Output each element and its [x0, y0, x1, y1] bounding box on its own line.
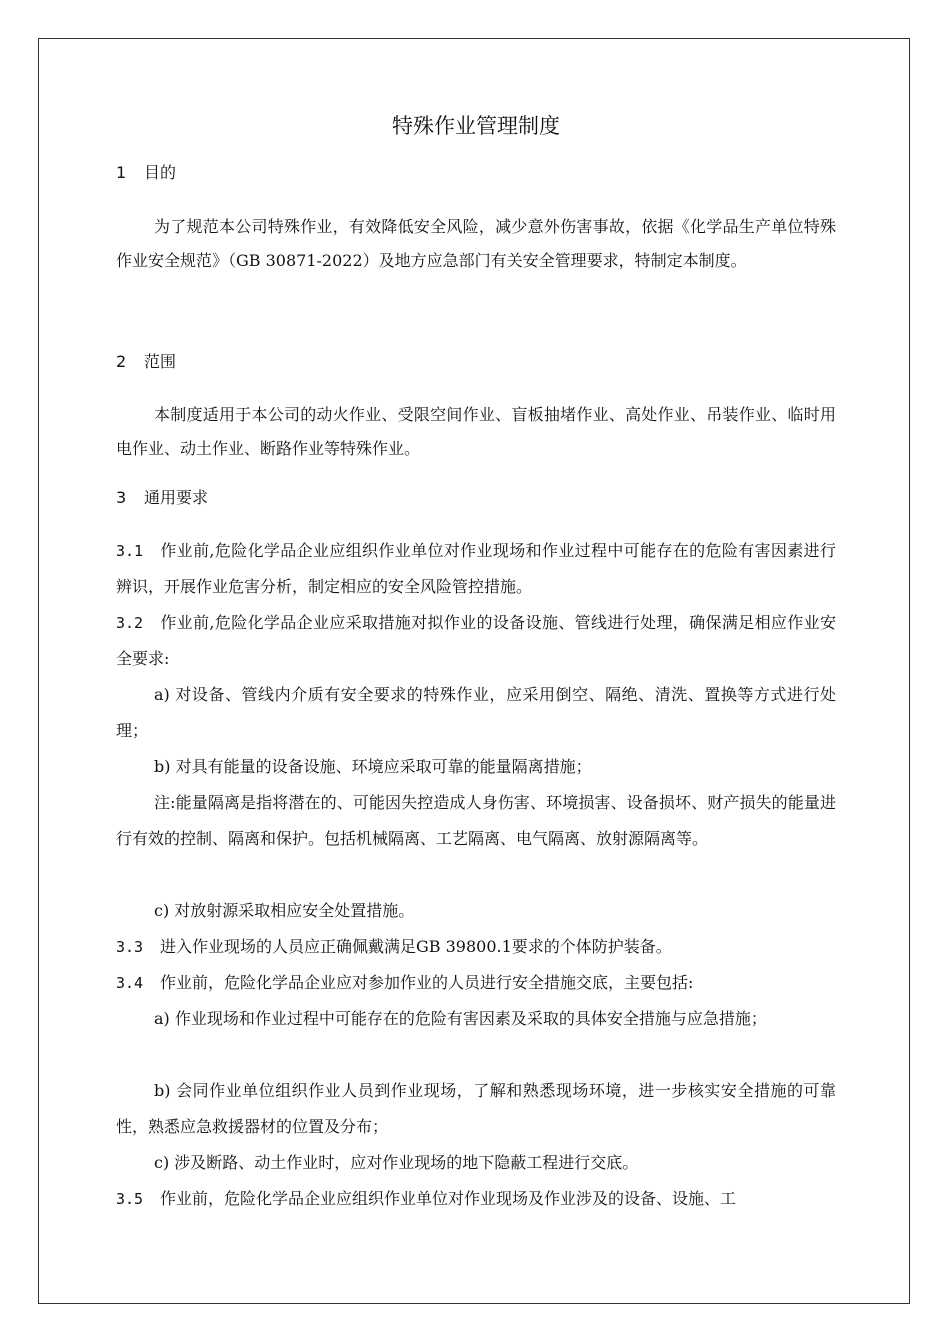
clause-3-3 [116, 929, 836, 965]
clause-number: 3.2 [116, 614, 144, 632]
list-item-a: a) 对设备、管线内介质有安全要求的特殊作业，应采用倒空、隔绝、清洗、置换等方式进行处理； [116, 685, 836, 740]
clause-text: 作业前，危险化学品企业应对参加作业的人员进行安全措施交底，主要包括: [160, 973, 694, 992]
clause-3-2 [116, 605, 836, 677]
list-item-b: b) 会同作业单位组织作业人员到作业现场，了解和熟悉现场环境，进一步核实安全措施的可靠性，熟悉应急救援器材的位置及分布； [116, 1081, 836, 1136]
section-number: 1 [116, 163, 127, 182]
clause-text: 作业前，危险化学品企业应组织作业单位对作业现场及作业涉及的设备、设施、工 [160, 1189, 737, 1208]
list-item-c: c) 涉及断路、动土作业时，应对作业现场的地下隐蔽工程进行交底。 [154, 1153, 639, 1172]
paragraph-scope: 本制度适用于本公司的动火作业、受限空间作业、盲板抽堵作业、高处作业、吊装作业、临时用电作业、动土作业、断路作业等特殊作业。 [116, 405, 836, 458]
list-item-c: c) 对放射源采取相应安全处置措施。 [154, 901, 415, 920]
section-heading-2 [116, 349, 176, 372]
section-heading-1 [116, 160, 176, 183]
clause-text: 进入作业现场的人员应正确佩戴满足GB 39800.1要求的个体防护装备。 [160, 937, 672, 956]
section-number: 2 [116, 352, 127, 371]
section-title: 通用要求 [144, 488, 209, 507]
clause-text: 作业前,危险化学品企业应采取措施对拟作业的设备设施、管线进行处理，确保满足相应作业安全要求: [116, 613, 836, 668]
section-title: 范围 [144, 352, 177, 371]
clause-3-4 [116, 965, 836, 1001]
clause-3-5 [116, 1181, 836, 1217]
note-paragraph: 注:能量隔离是指将潜在的、可能因失控造成人身伤害、环境损害、设备损坏、财产损失的能量进行有效的控制、隔离和保护。包括机械隔离、工艺隔离、电气隔离、放射源隔离等。 [116, 793, 836, 848]
clause-text: 作业前,危险化学品企业应组织作业单位对作业现场和作业过程中可能存在的危险有害因素进行辨识，开展作业危害分析，制定相应的安全风险管控措施。 [116, 541, 836, 596]
section-number: 3 [116, 488, 127, 507]
list-item-a: a) 作业现场和作业过程中可能存在的危险有害因素及采取的具体安全措施与应急措施； [154, 1009, 767, 1028]
paragraph-purpose: 为了规范本公司特殊作业，有效降低安全风险，减少意外伤害事故，依据《化学品生产单位特殊作业安全规范》（GB 30871-2022）及地方应急部门有关安全管理要求，特制定本制度。 [116, 217, 836, 270]
document-title: 特殊作业管理制度 [392, 114, 560, 138]
clause-number: 3.1 [116, 542, 144, 560]
clause-3-1 [116, 533, 836, 605]
clause-number: 3.5 [116, 1190, 144, 1208]
clause-number: 3.3 [116, 938, 144, 956]
section-title: 目的 [144, 163, 177, 182]
list-item-b: b) 对具有能量的设备设施、环境应采取可靠的能量隔离措施； [154, 757, 592, 776]
clause-number: 3.4 [116, 974, 144, 992]
section-heading-3 [116, 485, 208, 508]
